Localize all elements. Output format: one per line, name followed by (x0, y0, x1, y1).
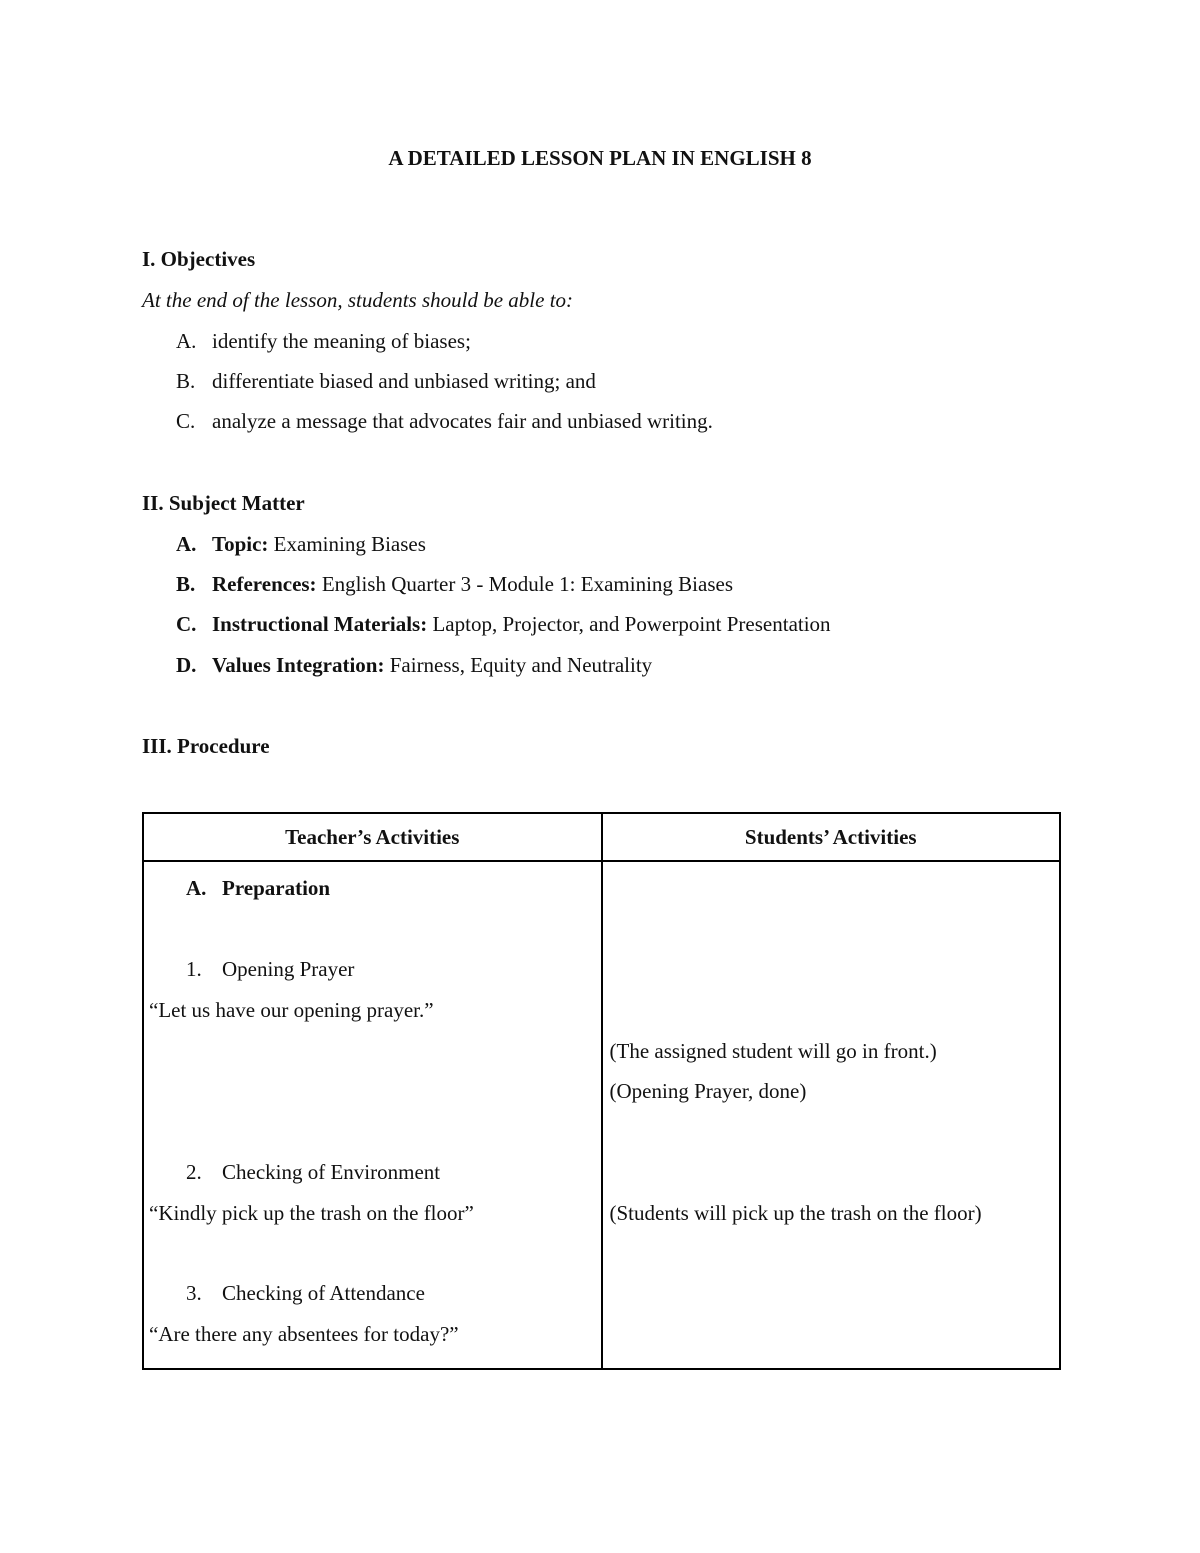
section-preparation (186, 875, 330, 901)
table-header-row (143, 813, 1060, 861)
step-item (186, 956, 354, 982)
section-marker: A. (186, 876, 207, 900)
student-response: (Opening Prayer, done) (609, 1079, 807, 1103)
step-item (186, 1159, 440, 1185)
subject-marker: A. (176, 532, 197, 556)
section-label: Preparation (222, 876, 331, 900)
students-activities-header: Students’ Activities (602, 813, 1061, 861)
objective-item (176, 328, 471, 354)
subject-marker: B. (176, 572, 196, 596)
student-response: (The assigned student will go in front.) (609, 1039, 937, 1063)
objective-text: analyze a message that advocates fair and unbiased writing. (212, 409, 713, 433)
subject-marker: C. (176, 612, 197, 636)
objective-marker: C. (176, 409, 196, 433)
subject-value: Fairness, Equity and Neutrality (389, 653, 653, 677)
objective-text: identify the meaning of biases; (212, 329, 471, 353)
step-label: Checking of Environment (222, 1160, 441, 1184)
step-label: Opening Prayer (222, 957, 355, 981)
subject-item (176, 531, 426, 557)
teacher-quote: “Kindly pick up the trash on the floor” (149, 1201, 474, 1225)
subject-value: Laptop, Projector, and Powerpoint Presentation (432, 612, 831, 636)
subject-item (176, 611, 831, 637)
objective-marker: A. (176, 329, 197, 353)
step-marker: 1. (186, 957, 202, 981)
teacher-activities-cell (143, 861, 602, 1369)
subject-item (176, 652, 652, 678)
objective-item (176, 408, 713, 434)
objectives-heading: I. Objectives (142, 247, 256, 271)
step-marker: 2. (186, 1160, 202, 1184)
objective-marker: B. (176, 369, 196, 393)
subject-matter-heading: II. Subject Matter (142, 491, 305, 515)
teacher-quote: “Let us have our opening prayer.” (149, 998, 434, 1022)
subject-label: Topic: (212, 532, 269, 556)
step-marker: 3. (186, 1281, 202, 1305)
table-row (143, 861, 1060, 1369)
objective-text: differentiate biased and unbiased writing; and (212, 369, 596, 393)
procedure-heading: III. Procedure (142, 734, 270, 758)
subject-item (176, 571, 733, 597)
subject-value: English Quarter 3 - Module 1: Examining Biases (321, 572, 733, 596)
subject-label: Values Integration: (212, 653, 385, 677)
objective-item (176, 368, 596, 394)
students-activities-cell (602, 861, 1061, 1369)
subject-value: Examining Biases (273, 532, 426, 556)
subject-label: References: (212, 572, 317, 596)
procedure-table (142, 812, 1061, 1370)
step-item (186, 1280, 425, 1306)
step-label: Checking of Attendance (222, 1281, 425, 1305)
teacher-activities-header: Teacher’s Activities (143, 813, 602, 861)
document-title: A DETAILED LESSON PLAN IN ENGLISH 8 (388, 146, 812, 170)
subject-marker: D. (176, 653, 197, 677)
subject-label: Instructional Materials: (212, 612, 428, 636)
objectives-intro: At the end of the lesson, students should be able to: (142, 288, 574, 312)
teacher-quote: “Are there any absentees for today?” (149, 1322, 459, 1346)
student-response: (Students will pick up the trash on the floor) (609, 1201, 982, 1225)
